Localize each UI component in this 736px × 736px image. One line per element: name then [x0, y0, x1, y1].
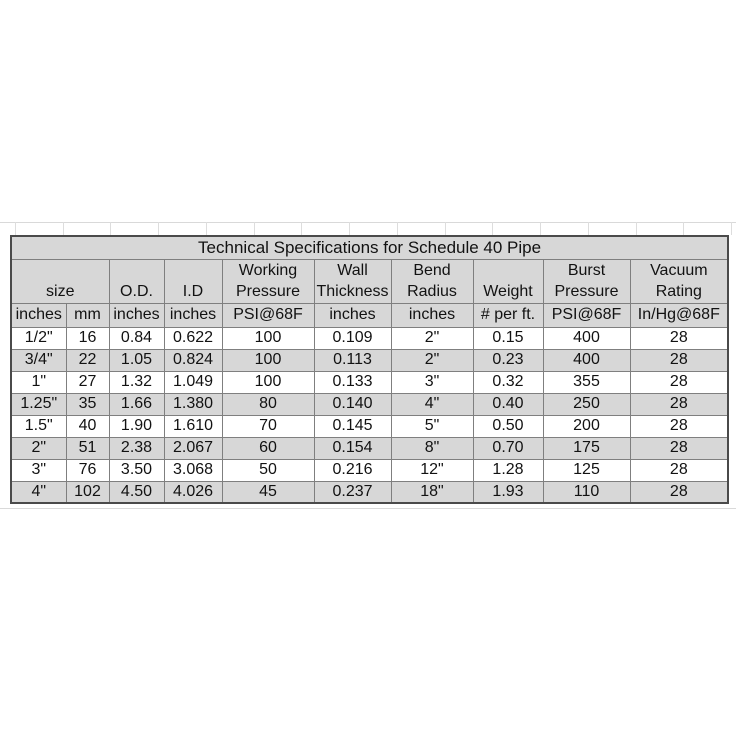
table-cell: 16 — [66, 327, 109, 349]
table-cell: 28 — [630, 415, 728, 437]
table-cell: 1.05 — [109, 349, 164, 371]
table-cell: 1.93 — [473, 481, 543, 503]
grid-stub — [683, 222, 684, 235]
table-row — [11, 349, 728, 371]
table-cell: 0.824 — [164, 349, 222, 371]
unit-size-inches: inches — [11, 303, 66, 327]
table-cell: 45 — [222, 481, 314, 503]
table-cell: 355 — [543, 371, 630, 393]
grid-stub — [254, 222, 255, 235]
table-row — [11, 459, 728, 481]
table-title: Technical Specifications for Schedule 40 Pipe — [11, 236, 728, 259]
table-cell: 2" — [391, 349, 473, 371]
table-cell: 0.15 — [473, 327, 543, 349]
table-cell: 2.067 — [164, 437, 222, 459]
table-cell: 5" — [391, 415, 473, 437]
table-cell: 0.154 — [314, 437, 391, 459]
table-cell: 1" — [11, 371, 66, 393]
table-cell: 0.70 — [473, 437, 543, 459]
table-cell: 1.610 — [164, 415, 222, 437]
grid-stub — [349, 222, 350, 235]
table-cell: 3.068 — [164, 459, 222, 481]
table-cell: 28 — [630, 349, 728, 371]
table-cell: 102 — [66, 481, 109, 503]
col-header-size: size — [11, 259, 109, 303]
table-row — [11, 371, 728, 393]
unit-working-pressure: PSI@68F — [222, 303, 314, 327]
table-cell: 1.5" — [11, 415, 66, 437]
table-cell: 4.50 — [109, 481, 164, 503]
unit-wall-thickness: inches — [314, 303, 391, 327]
table-cell: 22 — [66, 349, 109, 371]
table-cell: 28 — [630, 459, 728, 481]
schedule-40-pipe-spec-table — [10, 235, 729, 504]
table-cell: 28 — [630, 481, 728, 503]
table-cell: 200 — [543, 415, 630, 437]
table-row — [11, 393, 728, 415]
table-cell: 0.40 — [473, 393, 543, 415]
col-header-line: Vacuum — [650, 261, 708, 279]
table-cell: 1.28 — [473, 459, 543, 481]
table-cell: 27 — [66, 371, 109, 393]
col-header-line: Working — [238, 261, 298, 279]
table-cell: 0.133 — [314, 371, 391, 393]
table-cell: 100 — [222, 371, 314, 393]
table-cell: 76 — [66, 459, 109, 481]
table-cell: 250 — [543, 393, 630, 415]
table-cell: 1.380 — [164, 393, 222, 415]
unit-od-inches: inches — [109, 303, 164, 327]
unit-weight: # per ft. — [473, 303, 543, 327]
table-cell: 110 — [543, 481, 630, 503]
table-cell: 50 — [222, 459, 314, 481]
col-header-line: Wall — [337, 261, 368, 279]
grid-stub — [301, 222, 302, 235]
table-cell: 35 — [66, 393, 109, 415]
table-cell: 0.50 — [473, 415, 543, 437]
table-cell: 3" — [11, 459, 66, 481]
col-header-bend-radius — [391, 259, 473, 303]
table-cell: 1.049 — [164, 371, 222, 393]
col-header-id: I.D — [164, 259, 222, 303]
table-cell: 3" — [391, 371, 473, 393]
table-cell: 18" — [391, 481, 473, 503]
faint-gridline-bottom — [0, 508, 736, 509]
col-header-weight: Weight — [473, 259, 543, 303]
grid-stub — [110, 222, 111, 235]
table-cell: 125 — [543, 459, 630, 481]
table-cell: 0.113 — [314, 349, 391, 371]
table-cell: 28 — [630, 327, 728, 349]
table-row — [11, 327, 728, 349]
table-cell: 28 — [630, 393, 728, 415]
table-cell: 60 — [222, 437, 314, 459]
col-header-line: Radius — [407, 282, 457, 300]
table-cell: 400 — [543, 349, 630, 371]
grid-stub — [636, 222, 637, 235]
col-header-od: O.D. — [109, 259, 164, 303]
table-cell: 175 — [543, 437, 630, 459]
table-cell: 4" — [391, 393, 473, 415]
table-cell: 28 — [630, 371, 728, 393]
table-cell: 0.140 — [314, 393, 391, 415]
unit-bend-radius: inches — [391, 303, 473, 327]
table-cell: 0.145 — [314, 415, 391, 437]
col-header-line: Bend — [413, 261, 451, 279]
table-cell: 0.32 — [473, 371, 543, 393]
grid-stub — [540, 222, 541, 235]
table-cell: 0.84 — [109, 327, 164, 349]
grid-stub — [15, 222, 16, 235]
table-cell: 4.026 — [164, 481, 222, 503]
col-header-burst-pressure — [543, 259, 630, 303]
table-cell: 3.50 — [109, 459, 164, 481]
table-cell: 80 — [222, 393, 314, 415]
table-cell: 28 — [630, 437, 728, 459]
unit-size-mm: mm — [66, 303, 109, 327]
table-cell: 2.38 — [109, 437, 164, 459]
table-cell: 0.237 — [314, 481, 391, 503]
grid-stub — [445, 222, 446, 235]
table-cell: 0.216 — [314, 459, 391, 481]
table-cell: 4" — [11, 481, 66, 503]
col-header-line: Thickness — [316, 282, 389, 300]
grid-stub — [492, 222, 493, 235]
table-cell: 1.32 — [109, 371, 164, 393]
table-cell: 12" — [391, 459, 473, 481]
col-header-working-pressure — [222, 259, 314, 303]
units-row — [11, 303, 728, 327]
table-cell: 40 — [66, 415, 109, 437]
table-cell: 2" — [11, 437, 66, 459]
col-header-line: Pressure — [235, 282, 301, 300]
table-cell: 70 — [222, 415, 314, 437]
table-cell: 1.25" — [11, 393, 66, 415]
table-cell: 51 — [66, 437, 109, 459]
table-cell: 0.23 — [473, 349, 543, 371]
table-cell: 1.90 — [109, 415, 164, 437]
table-cell: 100 — [222, 349, 314, 371]
grid-stub — [63, 222, 64, 235]
unit-vacuum-rating: In/Hg@68F — [630, 303, 728, 327]
unit-burst-pressure: PSI@68F — [543, 303, 630, 327]
grid-stub — [731, 222, 732, 235]
table-cell: 100 — [222, 327, 314, 349]
table-row — [11, 437, 728, 459]
grid-stub — [588, 222, 589, 235]
col-header-line: Burst — [567, 261, 606, 279]
table-cell: 1/2" — [11, 327, 66, 349]
table-cell: 3/4" — [11, 349, 66, 371]
grid-stub — [158, 222, 159, 235]
column-header-row — [11, 259, 728, 303]
table-row — [11, 415, 728, 437]
table-cell: 0.109 — [314, 327, 391, 349]
grid-stub — [397, 222, 398, 235]
table-cell: 400 — [543, 327, 630, 349]
table-cell: 8" — [391, 437, 473, 459]
table-cell: 1.66 — [109, 393, 164, 415]
col-header-vacuum-rating — [630, 259, 728, 303]
unit-id-inches: inches — [164, 303, 222, 327]
grid-stub — [206, 222, 207, 235]
col-header-line: Rating — [655, 282, 702, 300]
col-header-line: Pressure — [554, 282, 619, 300]
table-cell: 2" — [391, 327, 473, 349]
table-cell: 0.622 — [164, 327, 222, 349]
col-header-wall-thickness — [314, 259, 391, 303]
table-row — [11, 481, 728, 503]
title-row — [11, 236, 728, 259]
